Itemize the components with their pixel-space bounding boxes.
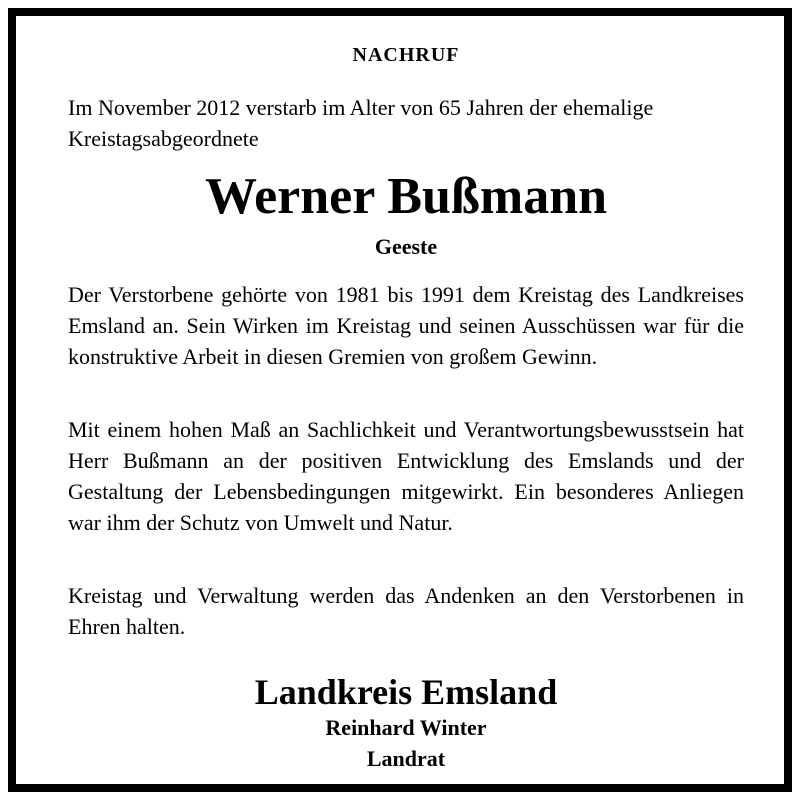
signature-person: Reinhard Winter <box>325 715 487 740</box>
deceased-name: Werner Bußmann <box>204 168 608 225</box>
paragraph-merits: Mit einem hohen Maß an Sachlichkeit und Verantwortungsbewusstsein hat Herr Bußmann an der positiven Entwicklung des Emslands und der Gestaltung der Lebensbedingungen mitgewirkt. Ein besonderes Anliegen war ihm der Schutz von Umwelt und Natur. <box>68 417 744 535</box>
notice-heading: NACHRUF <box>352 44 460 66</box>
intro-text: Im November 2012 verstarb im Alter von 65 Jahren der ehemalige Kreistagsabgeordnete <box>68 95 654 151</box>
paragraph-career: Der Verstorbene gehörte von 1981 bis 1991 dem Kreistag des Landkreises Emsland an. Sein Wirken im Kreistag und seinen Ausschüssen war für die konstruktive Arbeit in diesen Gremien von großem Gewinn. <box>68 282 744 369</box>
deceased-place: Geeste <box>374 234 438 259</box>
signature-title: Landrat <box>366 746 446 771</box>
paragraph-remembrance: Kreistag und Verwaltung werden das Andenken an den Verstorbenen in Ehren halten. <box>68 583 744 639</box>
obituary-notice <box>8 8 792 792</box>
signature-organization: Landkreis Emsland <box>254 672 558 712</box>
